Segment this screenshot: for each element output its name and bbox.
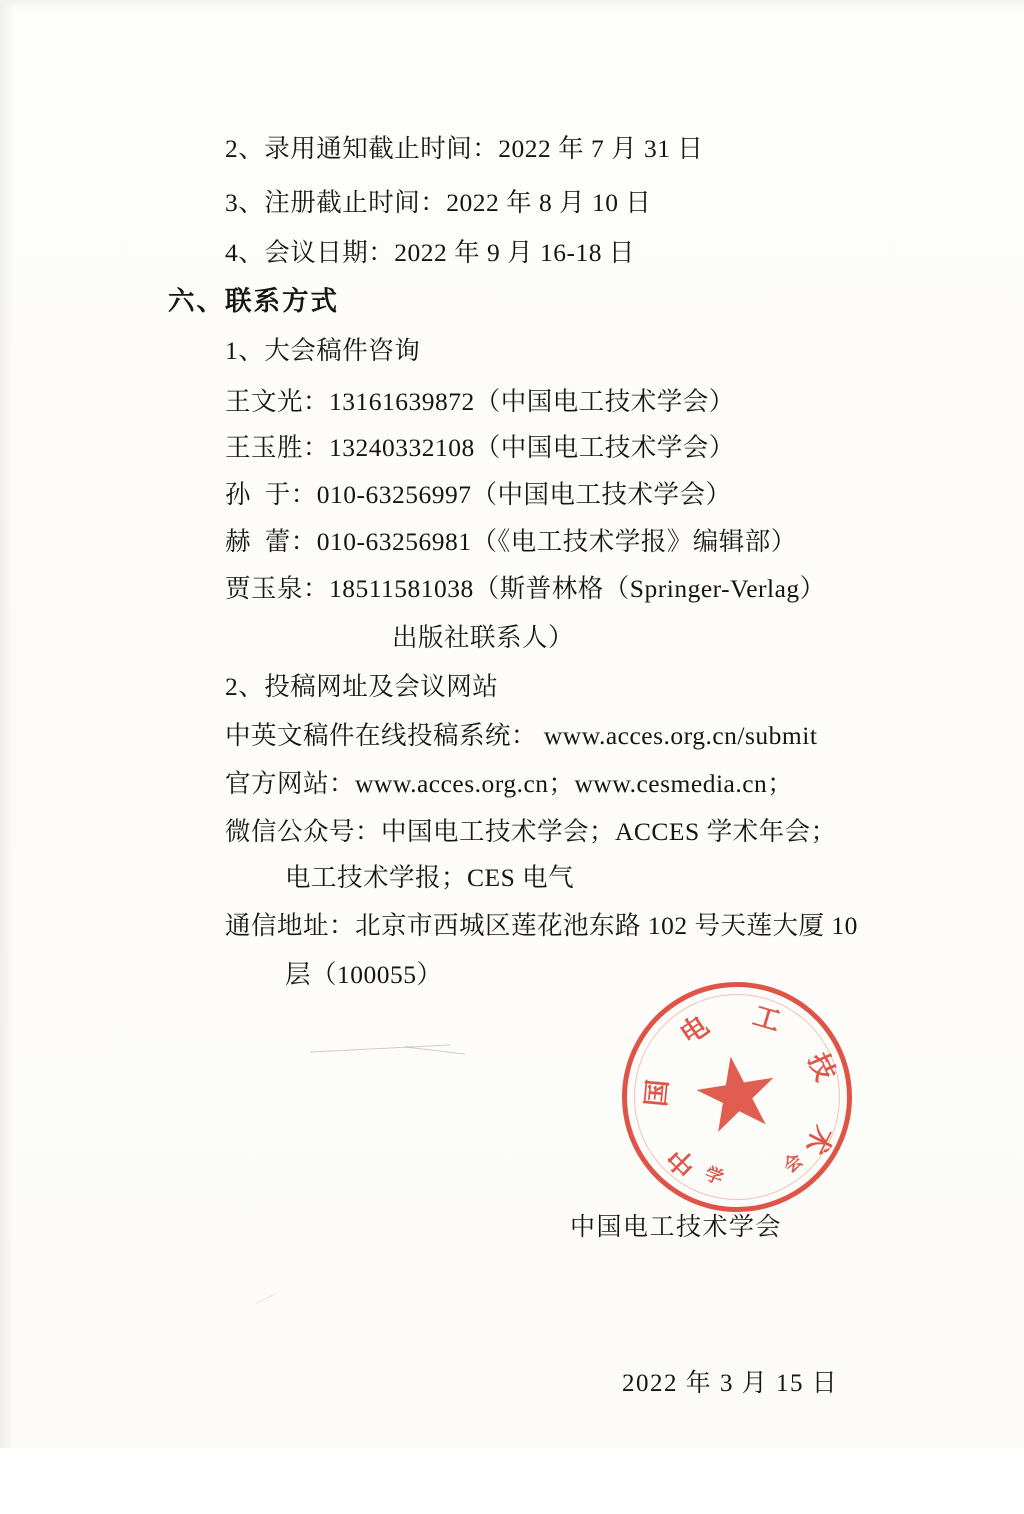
scan-smudge-mark xyxy=(256,1293,276,1304)
seal-ring-text: 中 国 电 工 技 术 xyxy=(640,1000,841,1183)
mailing-address-cont: 层（100055） xyxy=(285,960,443,989)
signature-block xyxy=(570,1098,838,1514)
seal-bottom-text: 学 会 xyxy=(702,1149,807,1189)
scan-edge-shadow-top xyxy=(0,0,1024,10)
section-heading-contact: 六、联系方式 xyxy=(168,286,339,316)
scan-smudge-mark xyxy=(405,1046,465,1054)
official-websites: 官方网站：www.acces.org.cn；www.cesmedia.cn； xyxy=(225,769,794,798)
mailing-address: 通信地址：北京市西城区莲花池东路 102 号天莲大厦 10 xyxy=(225,911,858,940)
contact-sun-yu: 孙 于：010-63256997（中国电工技术学会） xyxy=(225,480,732,509)
subsection-paper-inquiry: 1、大会稿件咨询 xyxy=(225,336,421,365)
submission-system-url: 中英文稿件在线投稿系统： www.acces.org.cn/submit xyxy=(225,721,818,750)
contact-wang-yusheng: 王玉胜：13240332108（中国电工技术学会） xyxy=(225,433,735,462)
wechat-accounts-cont: 电工技术学报；CES 电气 xyxy=(285,863,575,892)
text-line-registration-deadline: 3、注册截止时间：2022 年 8 月 10 日 xyxy=(225,188,652,217)
contact-wang-wenguang: 王文光：13161639872（中国电工技术学会） xyxy=(225,387,735,416)
contact-jia-yuquan: 贾玉泉：18511581038（斯普林格（Springer-Verlag） xyxy=(225,574,826,603)
signature-organization: 中国电工技术学会 xyxy=(570,1214,783,1241)
wechat-accounts: 微信公众号：中国电工技术学会；ACCES 学术年会； xyxy=(225,817,837,846)
text-line-conference-date: 4、会议日期：2022 年 9 月 16-18 日 xyxy=(225,238,635,267)
contact-jia-yuquan-cont: 出版社联系人） xyxy=(392,623,575,652)
subsection-submission-websites: 2、投稿网址及会议网站 xyxy=(225,672,499,701)
contact-he-lei: 赫 蕾：010-63256981（《电工技术学报》编辑部） xyxy=(225,527,797,556)
signature-date: 2022 年 3 月 15 日 xyxy=(622,1370,839,1397)
text-line-acceptance-deadline: 2、录用通知截止时间：2022 年 7 月 31 日 xyxy=(225,134,704,163)
